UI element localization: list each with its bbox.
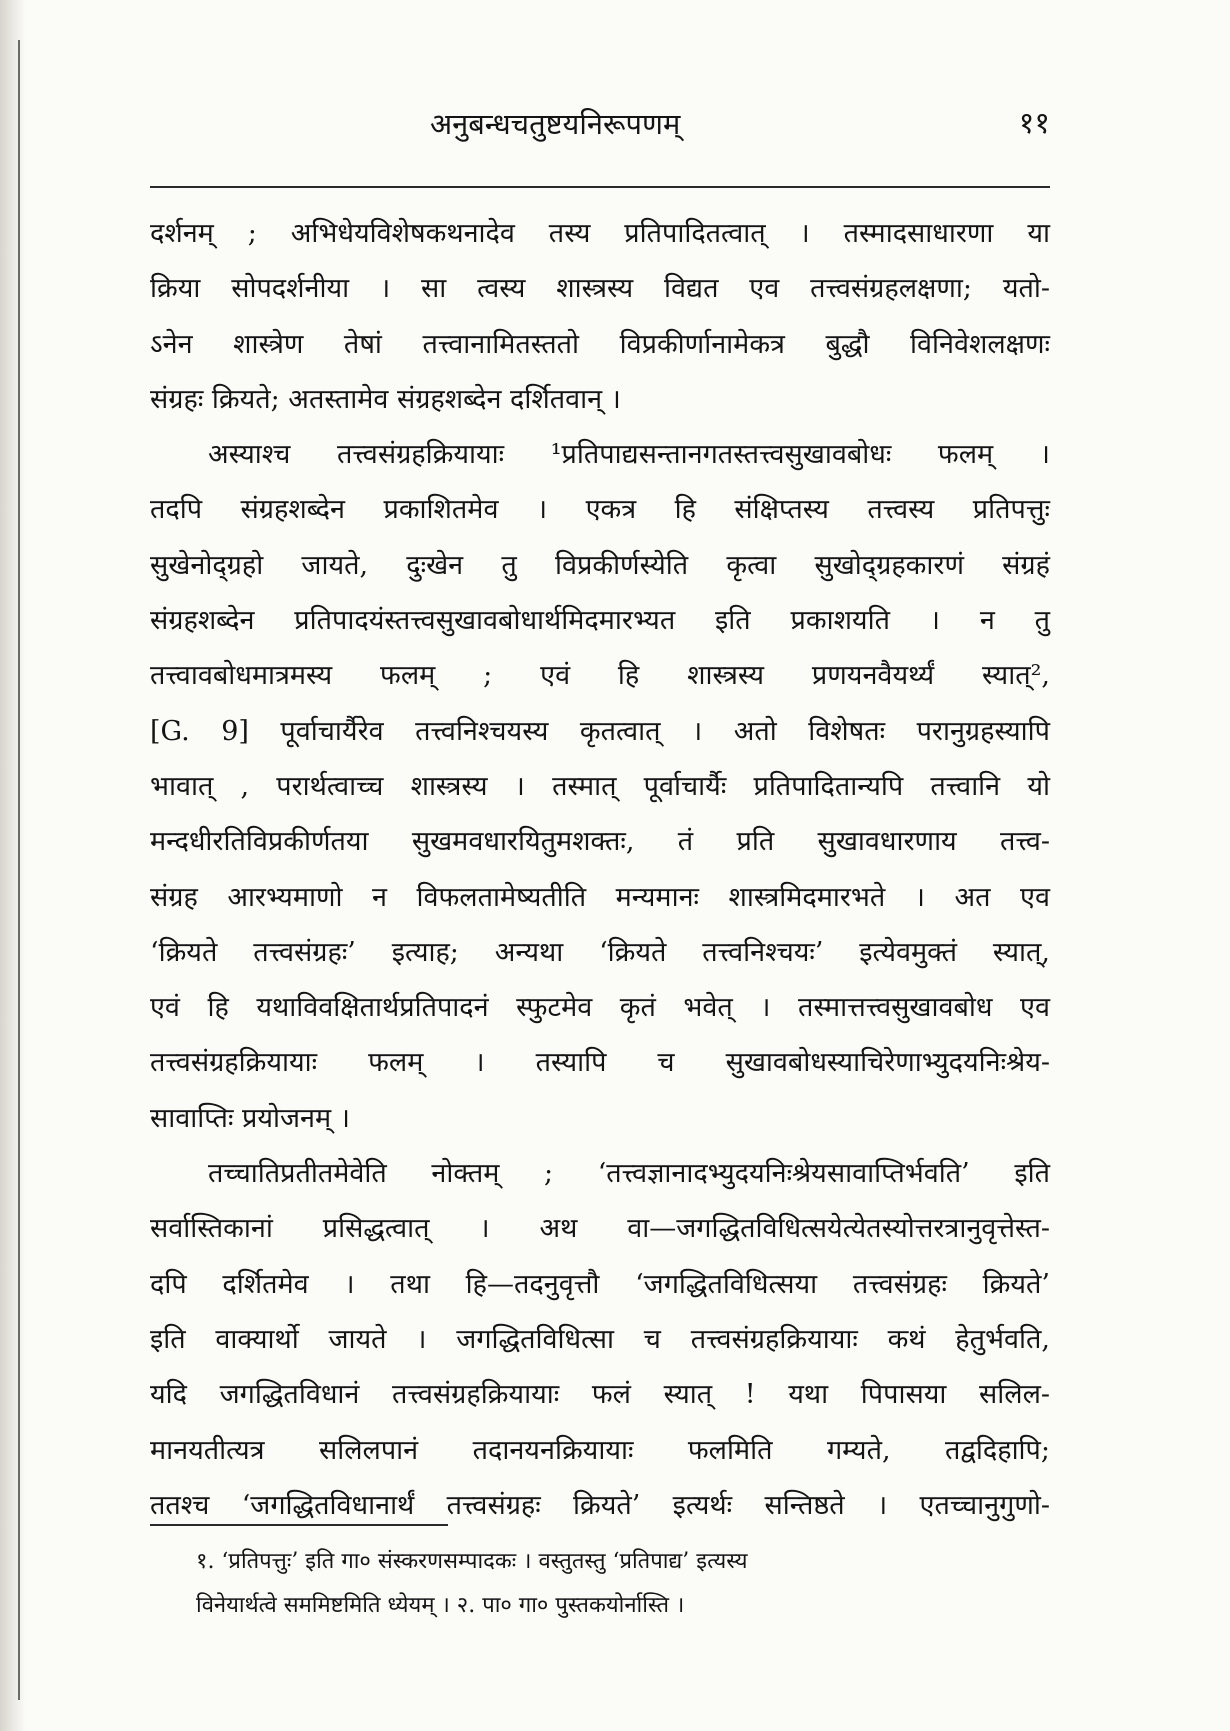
footnote-rule <box>150 1524 448 1526</box>
text-line: [G. 9] पूर्वाचार्यैरेव तत्त्वनिश्चयस्य कृतत्वात् । अतो विशेषतः परानुग्रहस्यापि <box>150 715 1050 747</box>
text-line: ततश्च ‘जगद्धितविधानार्थं तत्त्वसंग्रहः क्रियते’ इत्यर्थः सन्तिष्ठते । एतच्चानुगुणो- <box>150 1489 1050 1521</box>
page-number: ११ <box>1018 106 1050 141</box>
text-line: अस्याश्च तत्त्वसंग्रहक्रियायाः ¹प्रतिपाद्यसन्तानगतस्तत्त्वसुखावबोधः फलम् । <box>208 439 1050 471</box>
body-text <box>150 206 1050 1533</box>
footnote-line: १. ‘प्रतिपत्तुः’ इति गा० संस्करणसम्पादकः । वस्तुतस्तु ‘प्रतिपाद्य’ इत्यस्य <box>196 1549 748 1574</box>
text-line: भावात् , परार्थत्वाच्च शास्त्रस्य । तस्मात् पूर्वाचार्यैः प्रतिपादितान्यपि तत्त्वानि यो <box>150 770 1050 802</box>
header-rule <box>150 186 1050 188</box>
text-line: दर्शनम् ; अभिधेयविशेषकथनादेव तस्य प्रतिपादितत्वात् । तस्मादसाधारणा या <box>150 218 1050 249</box>
footnotes <box>150 1540 1050 1628</box>
text-line: क्रिया सोपदर्शनीया । सा त्वस्य शास्त्रस्य विद्यत एव तत्त्वसंग्रहलक्षणा; यतो- <box>150 273 1050 305</box>
running-title: अनुबन्धचतुष्टयनिरूपणम् <box>430 107 681 141</box>
text-line: संग्रह आरभ्यमाणो न विफलतामेष्यतीति मन्यमानः शास्त्रमिदमारभते । अत एव <box>150 881 1050 913</box>
text-line: तदपि संग्रहशब्देन प्रकाशितमेव । एकत्र हि संक्षिप्तस्य तत्त्वस्य प्रतिपत्तुः <box>150 494 1050 526</box>
text-line: तच्चातिप्रतीतमेवेति नोक्तम् ; ‘तत्त्वज्ञानादभ्युदयनिःश्रेयसावाप्तिर्भवति’ इति <box>208 1158 1050 1190</box>
text-line: तत्त्वसंग्रहक्रियायाः फलम् । तस्यापि च सुखावबोधस्याचिरेणाभ्युदयनिःश्रेय- <box>150 1047 1050 1079</box>
page-binding-edge <box>0 0 26 1731</box>
text-line: सुखेनोद्ग्रहो जायते, दुःखेन तु विप्रकीर्णस्येति कृत्वा सुखोद्ग्रहकारणं संग्रहं <box>150 549 1050 581</box>
text-line: मन्दधीरतिविप्रकीर्णतया सुखमवधारयितुमशक्तः, तं प्रति सुखावधारणाय तत्त्व- <box>150 826 1050 858</box>
text-line: सावाप्तिः प्रयोजनम् । <box>150 1102 350 1134</box>
text-line: एवं हि यथाविवक्षितार्थप्रतिपादनं स्फुटमेव कृतं भवेत् । तस्मात्तत्त्वसुखावबोध एव <box>150 992 1050 1024</box>
paragraph <box>150 427 1050 1146</box>
footnote-line: विनेयार्थत्वे सममिष्टमिति ध्येयम् । २. पा० गा० पुस्तकयोर्नास्ति । <box>196 1593 685 1618</box>
text-line: संग्रहः क्रियते; अतस्तामेव संग्रहशब्देन दर्शितवान् । <box>150 383 621 415</box>
text-line: संग्रहशब्देन प्रतिपादयंस्तत्त्वसुखावबोधार्थमिदमारभ्यत इति प्रकाशयति । न तु <box>150 605 1050 637</box>
text-line: तत्त्वावबोधमात्रमस्य फलम् ; एवं हि शास्त्रस्य प्रणयनवैयर्थ्यं स्यात्², <box>150 660 1050 692</box>
running-header <box>150 104 1050 148</box>
text-line: मानयतीत्यत्र सलिलपानं तदानयनक्रियायाः फलमिति गम्यते, तद्वदिहापि; <box>150 1434 1050 1466</box>
paragraph <box>150 206 1050 427</box>
text-line: ‘क्रियते तत्त्वसंग्रहः’ इत्याह; अन्यथा ‘क्रियते तत्त्वनिश्चयः’ इत्येवमुक्तं स्यात्, <box>150 936 1050 968</box>
text-line: दपि दर्शितमेव । तथा हि—तदनुवृत्तौ ‘जगद्धितविधित्सया तत्त्वसंग्रहः क्रियते’ <box>150 1268 1050 1300</box>
text-line: ऽनेन शास्त्रेण तेषां तत्त्वानामितस्ततो विप्रकीर्णानामेकत्र बुद्धौ विनिवेशलक्षणः <box>150 328 1050 360</box>
text-line: सर्वास्तिकानां प्रसिद्धत्वात् । अथ वा—जगद्धितविधित्सयेत्येतस्योत्तरत्रानुवृत्तेस्त- <box>150 1213 1050 1245</box>
binding-shadow-line <box>18 40 20 1700</box>
text-line: यदि जगद्धितविधानं तत्त्वसंग्रहक्रियायाः फलं स्यात् ! यथा पिपासया सलिल- <box>150 1379 1050 1411</box>
text-line: इति वाक्यार्थो जायते । जगद्धितविधित्सा च तत्त्वसंग्रहक्रियायाः कथं हेतुर्भवति, <box>150 1323 1050 1355</box>
paragraph <box>150 1146 1050 1533</box>
